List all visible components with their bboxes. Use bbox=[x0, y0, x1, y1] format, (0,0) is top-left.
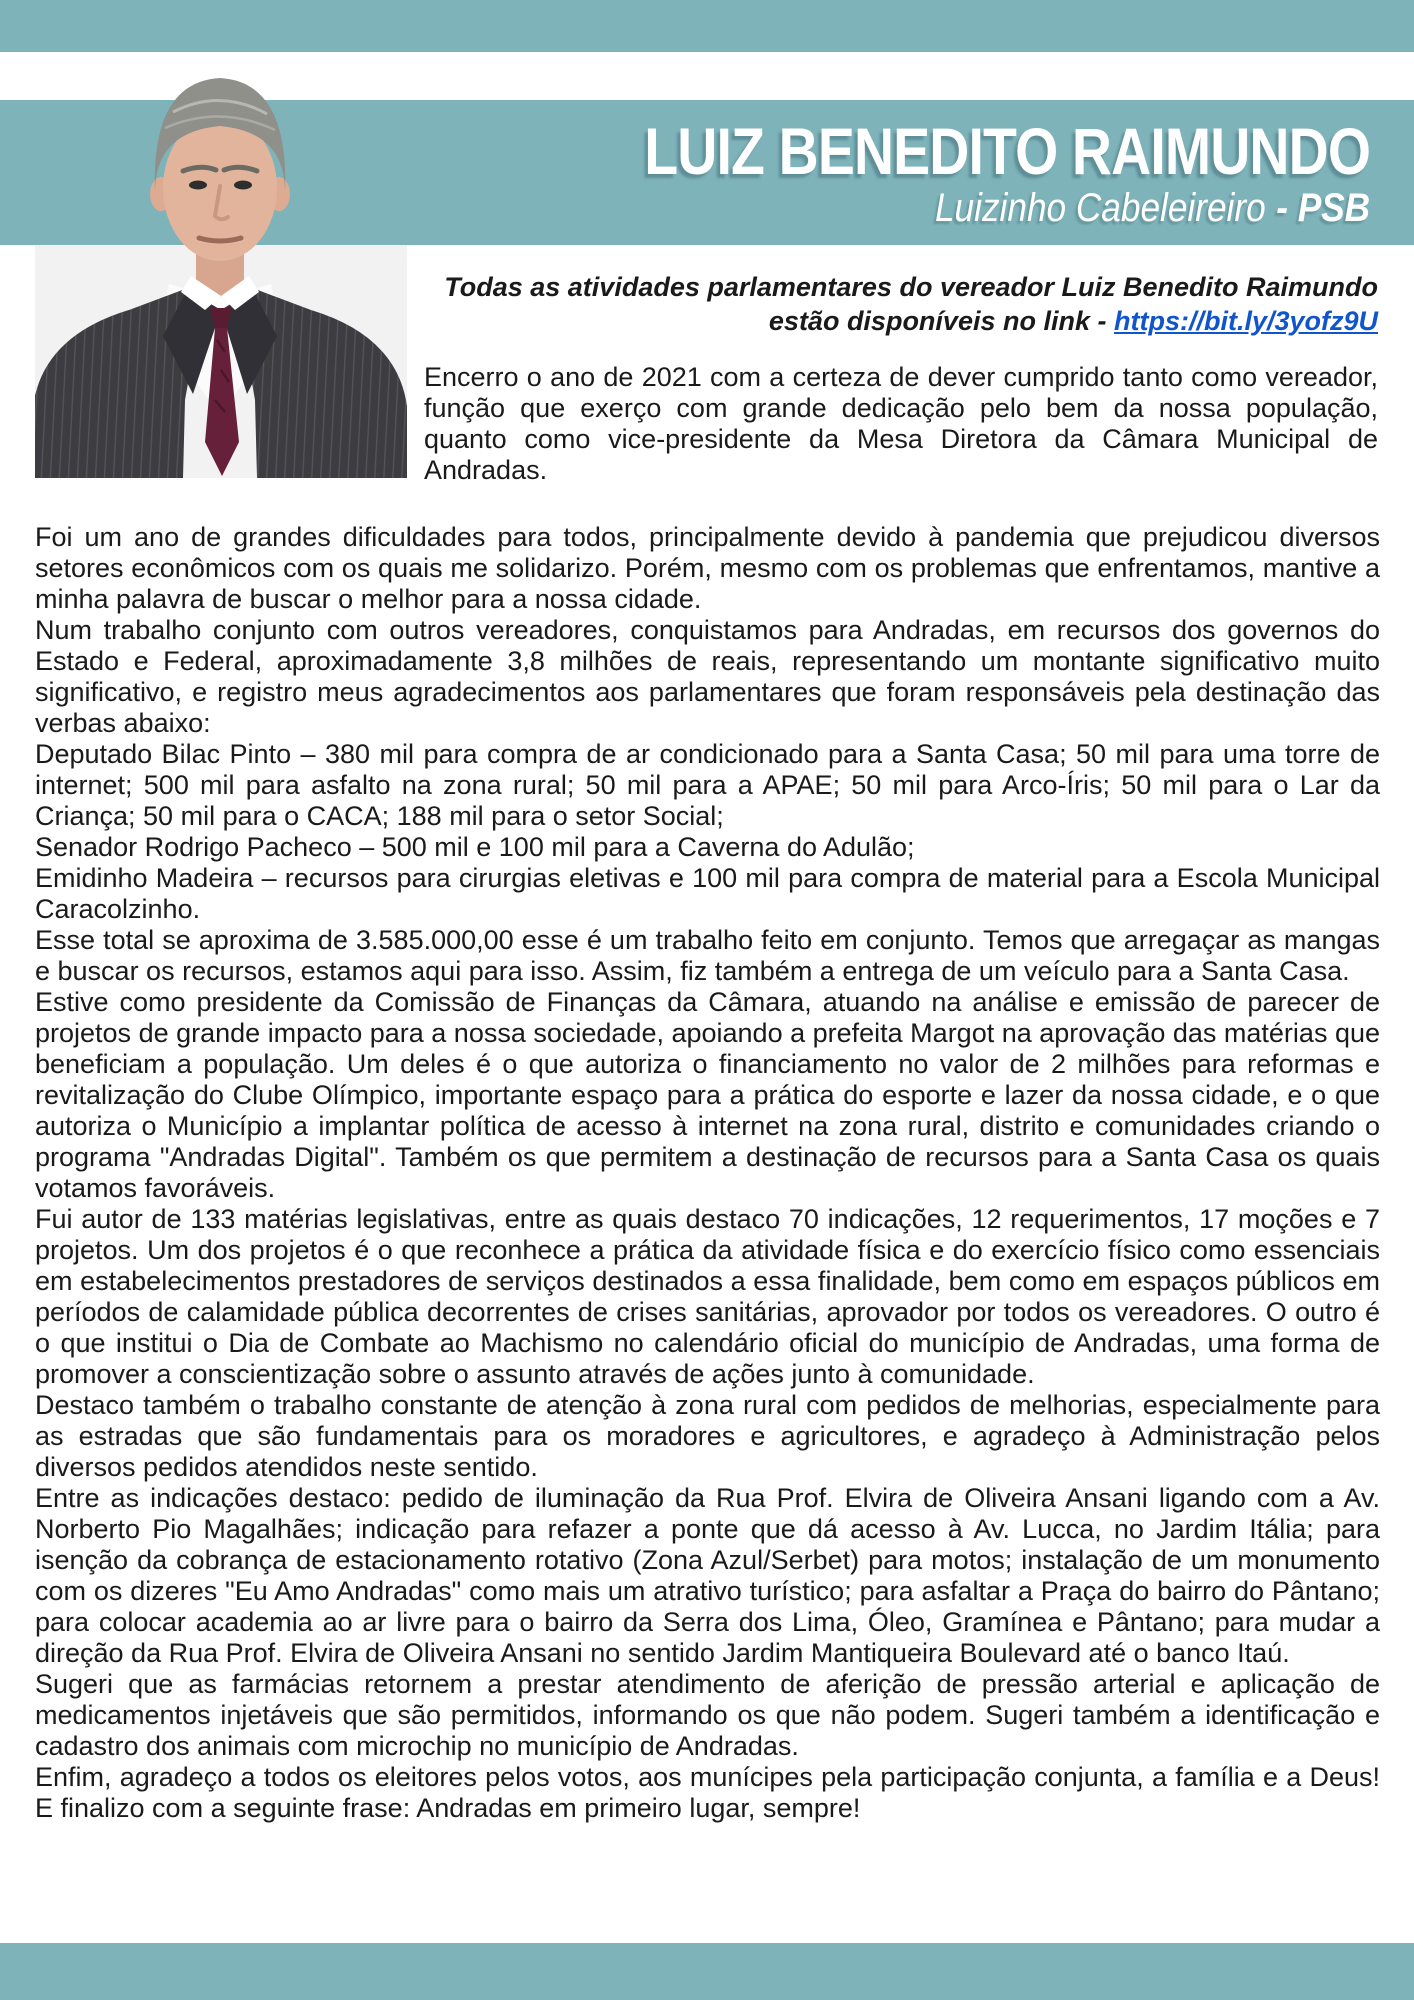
page-subtitle bbox=[610, 185, 1370, 230]
body-paragraph: Destaco também o trabalho constante de atenção à zona rural com pedidos de melhorias, especialmente para as estradas que são fundamentais para os moradores e agricultores, e agradeço à Administração pelos diversos pedidos atendidos neste sentido. bbox=[35, 1390, 1380, 1482]
body-text bbox=[35, 522, 1380, 1824]
header-top-band bbox=[0, 0, 1414, 52]
body-paragraph: Fui autor de 133 matérias legislativas, entre as quais destaco 70 indicações, 12 requerimentos, 17 moções e 7 projetos. Um dos projetos é o que reconhece a prática da atividade física e do exercício físico como essenciais em estabelecimentos prestadores de serviços destinados a essa finalidade, bem como em espaços públicos em períodos de calamidade pública decorrentes de crises sanitárias, aprovador por todos os vereadores. O outro é o que institui o Dia de Combate ao Machismo no calendário oficial do município de Andradas, uma forma de promover a conscientização sobre o assunto através de ações junto à comunidade. bbox=[35, 1204, 1380, 1389]
body-paragraph: Sugeri que as farmácias retornem a prestar atendimento de aferição de pressão arterial e aplicação de medicamentos injetáveis que são permitidos, informando os que não podem. Sugeri também a identificação e cadastro dos animais com microchip no município de Andradas. bbox=[35, 1669, 1380, 1761]
page-title: LUIZ BENEDITO RAIMUNDO bbox=[644, 113, 1370, 188]
activities-link[interactable]: https://bit.ly/3yofz9U bbox=[1113, 306, 1378, 336]
intro-line2-prefix: estão disponíveis no link - bbox=[768, 306, 1114, 336]
body-paragraph: Emidinho Madeira – recursos para cirurgias eletivas e 100 mil para compra de material para a Escola Municipal Caracolzinho. bbox=[35, 863, 1380, 924]
header-title-block bbox=[506, 113, 1370, 230]
body-paragraph: Senador Rodrigo Pacheco – 500 mil e 100 mil para a Caverna do Adulão; bbox=[35, 832, 915, 862]
intro-note bbox=[424, 270, 1378, 338]
body-paragraph: Enfim, agradeço a todos os eleitores pelos votos, aos munícipes pela participação conjunta, a família e a Deus! E finalizo com a seguinte frase: Andradas em primeiro lugar, sempre! bbox=[35, 1762, 1380, 1823]
subtitle-party: - PSB bbox=[1276, 185, 1370, 230]
body-paragraph: Esse total se aproxima de 3.585.000,00 esse é um trabalho feito em conjunto. Temos que arregaçar as mangas e buscar os recursos, estamos aqui para isso. Assim, fiz também a entrega de um veículo para a Santa Casa. bbox=[35, 925, 1380, 986]
right-column bbox=[424, 270, 1378, 486]
footer-band bbox=[0, 1943, 1414, 2000]
body-paragraph: Num trabalho conjunto com outros vereadores, conquistamos para Andradas, em recursos dos governos do Estado e Federal, aproximadamente 3,8 milhões de reais, representando um montante significativo muito significativo, e registro meus agradecimentos aos parlamentares que foram responsáveis pela destinação das verbas abaixo: bbox=[35, 615, 1380, 738]
body-paragraph: Deputado Bilac Pinto – 380 mil para compra de ar condicionado para a Santa Casa; 50 mil para uma torre de internet; 500 mil para asfalto na zona rural; 50 mil para a APAE; 50 mil para Arco-Íris; 50 mil para o Lar da Criança; 50 mil para o CACA; 188 mil para o setor Social; bbox=[35, 739, 1380, 831]
body-paragraph: Estive como presidente da Comissão de Finanças da Câmara, atuando na análise e emissão de parecer de projetos de grande impacto para a nossa sociedade, apoiando a prefeita Margot na aprovação das matérias que beneficiam a população. Um deles é o que autoriza o financiamento no valor de 2 milhões para reformas e revitalização do Clube Olímpico, importante espaço para a prática do esporte e lazer da nossa cidade, e o que autoriza o Município a implantar política de acesso à internet na zona rural, distrito e comunidades criando o programa "Andradas Digital". Também os que permitem a destinação de recursos para a Santa Casa os quais votamos favoráveis. bbox=[35, 987, 1380, 1203]
body-paragraph: Entre as indicações destaco: pedido de iluminação da Rua Prof. Elvira de Oliveira Ansani ligando com a Av. Norberto Pio Magalhães; indicação para refazer a ponte que dá acesso à Av. Lucca, no Jardim Itália; para isenção da cobrança de estacionamento rotativo (Zona Azul/Serbet) para motos; instalação de um monumento com os dizeres "Eu Amo Andradas" como mais um atrativo turístico; para asfaltar a Praça do bairro do Pântano; para colocar academia ao ar livre para o bairro da Serra dos Lima, Óleo, Gramínea e Pântano; para mudar a direção da Rua Prof. Elvira de Oliveira Ansani no sentido Jardim Mantiqueira Boulevard até o banco Itaú. bbox=[35, 1483, 1380, 1668]
subtitle-nickname: Luizinho Cabeleireiro bbox=[934, 185, 1266, 230]
lead-paragraph: Encerro o ano de 2021 com a certeza de dever cumprido tanto como vereador, função que exerço com grande dedicação pelo bem da nossa população, quanto como vice-presidente da Mesa Diretora da Câmara Municipal de Andradas. bbox=[424, 362, 1378, 485]
intro-line1: Todas as atividades parlamentares do vereador Luiz Benedito Raimundo bbox=[444, 272, 1378, 302]
body-paragraph: Foi um ano de grandes dificuldades para todos, principalmente devido à pandemia que prejudicou diversos setores econômicos com os quais me solidarizo. Porém, mesmo com os problemas que enfrentamos, mantive a minha palavra de buscar o melhor para a nossa cidade. bbox=[35, 522, 1380, 614]
politician-photo bbox=[35, 70, 407, 478]
